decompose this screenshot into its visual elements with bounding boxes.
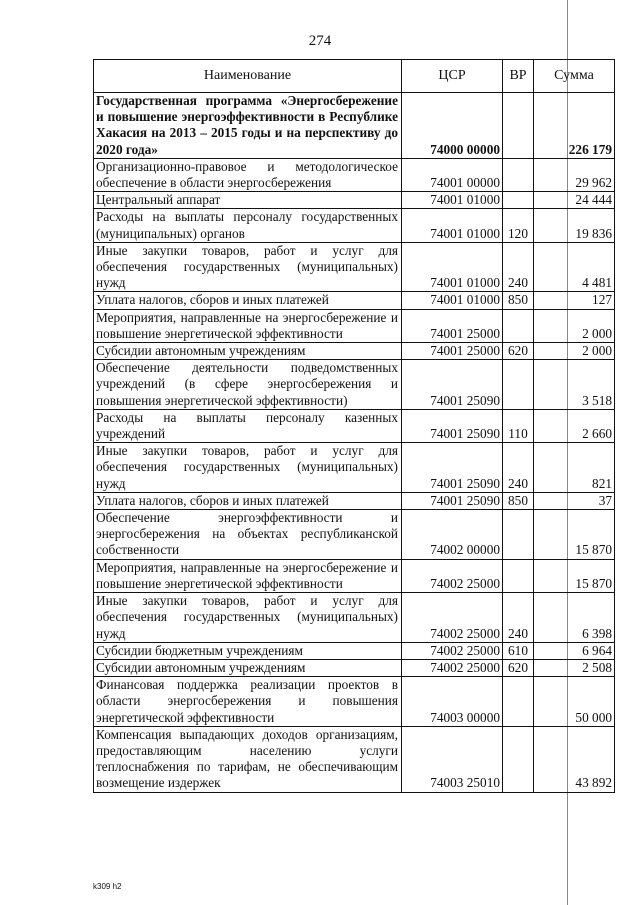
header-vr: ВР bbox=[503, 60, 534, 93]
row-code: 74001 01000 bbox=[402, 209, 503, 242]
table-row bbox=[94, 492, 615, 509]
table-row bbox=[94, 726, 615, 792]
row-vr: 120 bbox=[503, 209, 534, 242]
row-sum: 226 179 bbox=[534, 93, 615, 159]
table-row bbox=[94, 642, 615, 659]
row-name: Финансовая поддержка реализации проектов в области энергосбережения и повышения энергетической эффективности bbox=[94, 677, 402, 727]
row-sum: 29 962 bbox=[534, 158, 615, 191]
row-vr bbox=[503, 93, 534, 159]
row-vr bbox=[503, 360, 534, 410]
row-code: 74001 25090 bbox=[402, 443, 503, 493]
row-sum: 15 870 bbox=[534, 510, 615, 560]
table-row bbox=[94, 360, 615, 410]
row-vr: 620 bbox=[503, 343, 534, 360]
footer-code: k309 h2 bbox=[93, 882, 122, 891]
table-body bbox=[94, 93, 615, 793]
row-sum: 2 000 bbox=[534, 343, 615, 360]
table-row bbox=[94, 677, 615, 727]
row-sum: 43 892 bbox=[534, 726, 615, 792]
header-code: ЦСР bbox=[402, 60, 503, 93]
row-code: 74001 25090 bbox=[402, 360, 503, 410]
row-vr bbox=[503, 192, 534, 209]
row-vr bbox=[503, 309, 534, 342]
row-code: 74002 25000 bbox=[402, 559, 503, 592]
table-header-row bbox=[94, 60, 615, 93]
row-name: Мероприятия, направленные на энергосбережение и повышение энергетической эффективности bbox=[94, 559, 402, 592]
row-sum: 15 870 bbox=[534, 559, 615, 592]
row-sum: 127 bbox=[534, 292, 615, 309]
table-row bbox=[94, 209, 615, 242]
row-name: Уплата налогов, сборов и иных платежей bbox=[94, 292, 402, 309]
row-code: 74002 25000 bbox=[402, 642, 503, 659]
row-name: Мероприятия, направленные на энергосбережение и повышение энергетической эффективности bbox=[94, 309, 402, 342]
row-sum: 2 000 bbox=[534, 309, 615, 342]
table-row bbox=[94, 659, 615, 676]
row-vr: 110 bbox=[503, 409, 534, 442]
row-name: Иные закупки товаров, работ и услуг для обеспечения государственных (муниципальных) нужд bbox=[94, 593, 402, 643]
row-vr: 240 bbox=[503, 593, 534, 643]
table-row bbox=[94, 343, 615, 360]
table-row bbox=[94, 309, 615, 342]
row-code: 74002 00000 bbox=[402, 510, 503, 560]
row-vr: 850 bbox=[503, 492, 534, 509]
row-vr bbox=[503, 677, 534, 727]
row-name: Уплата налогов, сборов и иных платежей bbox=[94, 492, 402, 509]
row-code: 74001 25090 bbox=[402, 409, 503, 442]
row-sum: 3 518 bbox=[534, 360, 615, 410]
row-vr bbox=[503, 726, 534, 792]
row-sum: 2 508 bbox=[534, 659, 615, 676]
row-name: Расходы на выплаты персоналу государственных (муниципальных) органов bbox=[94, 209, 402, 242]
row-name: Обеспечение деятельности подведомственных учреждений (в сфере энергосбережения и повышения энергетической эффективности) bbox=[94, 360, 402, 410]
row-name: Расходы на выплаты персоналу казенных учреждений bbox=[94, 409, 402, 442]
row-sum: 19 836 bbox=[534, 209, 615, 242]
row-sum: 6 398 bbox=[534, 593, 615, 643]
row-name: Государственная программа «Энергосбережение и повышение энергоэффективности в Республике Хакасия на 2013 – 2015 годы и на перспективу до 2020 года» bbox=[94, 93, 402, 159]
table-row bbox=[94, 593, 615, 643]
row-name: Обеспечение энергоэффективности и энергосбережения на объектах республиканской собственности bbox=[94, 510, 402, 560]
row-code: 74001 25090 bbox=[402, 492, 503, 509]
row-code: 74000 00000 bbox=[402, 93, 503, 159]
row-name: Субсидии автономным учреждениям bbox=[94, 659, 402, 676]
row-name: Центральный аппарат bbox=[94, 192, 402, 209]
row-name: Организационно-правовое и методологическое обеспечение в области энергосбережения bbox=[94, 158, 402, 191]
row-code: 74001 25000 bbox=[402, 343, 503, 360]
row-sum: 24 444 bbox=[534, 192, 615, 209]
row-vr: 620 bbox=[503, 659, 534, 676]
row-code: 74003 25010 bbox=[402, 726, 503, 792]
row-sum: 50 000 bbox=[534, 677, 615, 727]
row-vr bbox=[503, 510, 534, 560]
row-code: 74002 25000 bbox=[402, 659, 503, 676]
row-code: 74003 00000 bbox=[402, 677, 503, 727]
row-vr bbox=[503, 158, 534, 191]
row-code: 74002 25000 bbox=[402, 593, 503, 643]
row-vr: 850 bbox=[503, 292, 534, 309]
row-vr: 240 bbox=[503, 242, 534, 292]
row-code: 74001 00000 bbox=[402, 158, 503, 191]
page-number: 274 bbox=[308, 33, 332, 49]
row-sum: 2 660 bbox=[534, 409, 615, 442]
table-row bbox=[94, 292, 615, 309]
table-row bbox=[94, 158, 615, 191]
row-name: Иные закупки товаров, работ и услуг для обеспечения государственных (муниципальных) нужд bbox=[94, 242, 402, 292]
row-vr: 240 bbox=[503, 443, 534, 493]
table-row bbox=[94, 93, 615, 159]
budget-table bbox=[93, 59, 615, 793]
row-sum: 821 bbox=[534, 443, 615, 493]
table-row bbox=[94, 559, 615, 592]
row-code: 74001 01000 bbox=[402, 192, 503, 209]
row-sum: 6 964 bbox=[534, 642, 615, 659]
row-sum: 37 bbox=[534, 492, 615, 509]
row-name: Субсидии бюджетным учреждениям bbox=[94, 642, 402, 659]
row-name: Компенсация выпадающих доходов организациям, предоставляющим населению услуги теплоснабжения по тарифам, не обеспечивающим возмещение издержек bbox=[94, 726, 402, 792]
row-code: 74001 01000 bbox=[402, 292, 503, 309]
header-sum: Сумма bbox=[534, 60, 615, 93]
row-vr bbox=[503, 559, 534, 592]
table-row bbox=[94, 510, 615, 560]
row-vr: 610 bbox=[503, 642, 534, 659]
row-sum: 4 481 bbox=[534, 242, 615, 292]
table-row bbox=[94, 409, 615, 442]
header-name: Наименование bbox=[94, 60, 402, 93]
row-name: Иные закупки товаров, работ и услуг для обеспечения государственных (муниципальных) нужд bbox=[94, 443, 402, 493]
table-row bbox=[94, 443, 615, 493]
table-row bbox=[94, 192, 615, 209]
row-code: 74001 25000 bbox=[402, 309, 503, 342]
row-code: 74001 01000 bbox=[402, 242, 503, 292]
table-row bbox=[94, 242, 615, 292]
row-name: Субсидии автономным учреждениям bbox=[94, 343, 402, 360]
